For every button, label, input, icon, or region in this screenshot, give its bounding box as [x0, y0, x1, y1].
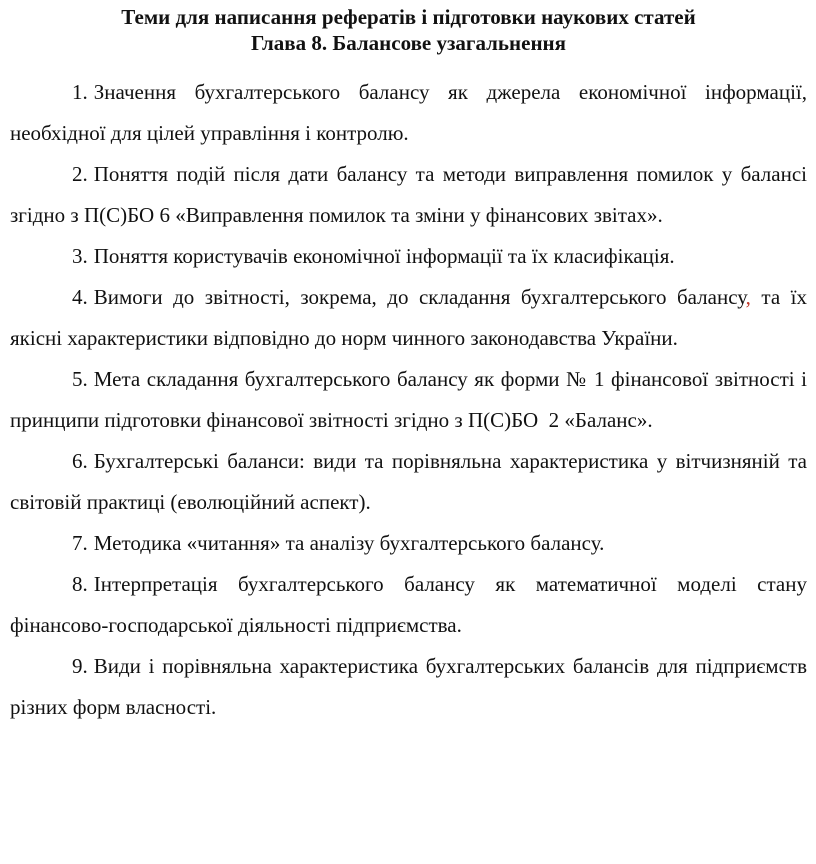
topic-text-continued: та їх якісні характеристики відповідно до норм чинного законодавства України. — [10, 285, 807, 350]
topic-item-5 — [10, 359, 813, 441]
chapter-title: Глава 8. Балансове узагальнення — [250, 31, 567, 55]
topic-item-1 — [10, 72, 807, 154]
document-heading — [10, 4, 807, 56]
topic-text: Інтерпретація бухгалтерського балансу як математичної моделі стану фінансово-господарської діяльності підприємства. — [10, 572, 807, 637]
red-comma-mark: , — [745, 285, 751, 309]
topic-number: 9. — [72, 654, 88, 678]
topic-item-3 — [10, 236, 807, 277]
topic-item-6 — [10, 441, 807, 523]
topic-number: 1. — [72, 80, 88, 104]
document-title: Теми для написання рефератів і підготовки наукових статей — [121, 5, 696, 29]
topic-number: 4. — [72, 285, 88, 309]
topic-text: Бухгалтерські баланси: види та порівняльна характеристика у вітчизняній та світовій практиці (еволюційний аспект). — [10, 449, 807, 514]
topic-item-9 — [10, 646, 807, 728]
topic-text: Мета складання бухгалтерського балансу як форми № 1 фінансової звітності і принципи підготовки фінансової звітності згідно з П(С)БО 2 «Баланс». — [10, 367, 813, 432]
topic-text: Вимоги до звітності, зокрема, до складання бухгалтерського балансу — [93, 285, 746, 309]
topic-text: Поняття користувачів економічної інформації та їх класифікація. — [93, 244, 675, 268]
topic-number: 7. — [72, 531, 88, 555]
topic-text: Види і порівняльна характеристика бухгалтерських балансів для підприємств різних форм власності. — [10, 654, 807, 719]
topic-item-8 — [10, 564, 807, 646]
topic-number: 5. — [72, 367, 88, 391]
topic-number: 6. — [72, 449, 88, 473]
topic-number: 2. — [72, 162, 88, 186]
topic-number: 8. — [72, 572, 88, 596]
topic-number: 3. — [72, 244, 88, 268]
document-page — [10, 4, 813, 728]
topic-text: Поняття подій після дати балансу та методи виправлення помилок у балансі згідно з П(С)БО 6 «Виправлення помилок та зміни у фінансових звітах». — [10, 162, 807, 227]
topic-item-7 — [10, 523, 807, 564]
topic-text: Методика «читання» та аналізу бухгалтерського балансу. — [93, 531, 605, 555]
topic-item-2 — [10, 154, 807, 236]
topic-item-4 — [10, 277, 807, 359]
topic-list — [10, 72, 813, 728]
topic-text: Значення бухгалтерського балансу як джерела економічної інформації, необхідної для цілей управління і контролю. — [10, 80, 807, 145]
